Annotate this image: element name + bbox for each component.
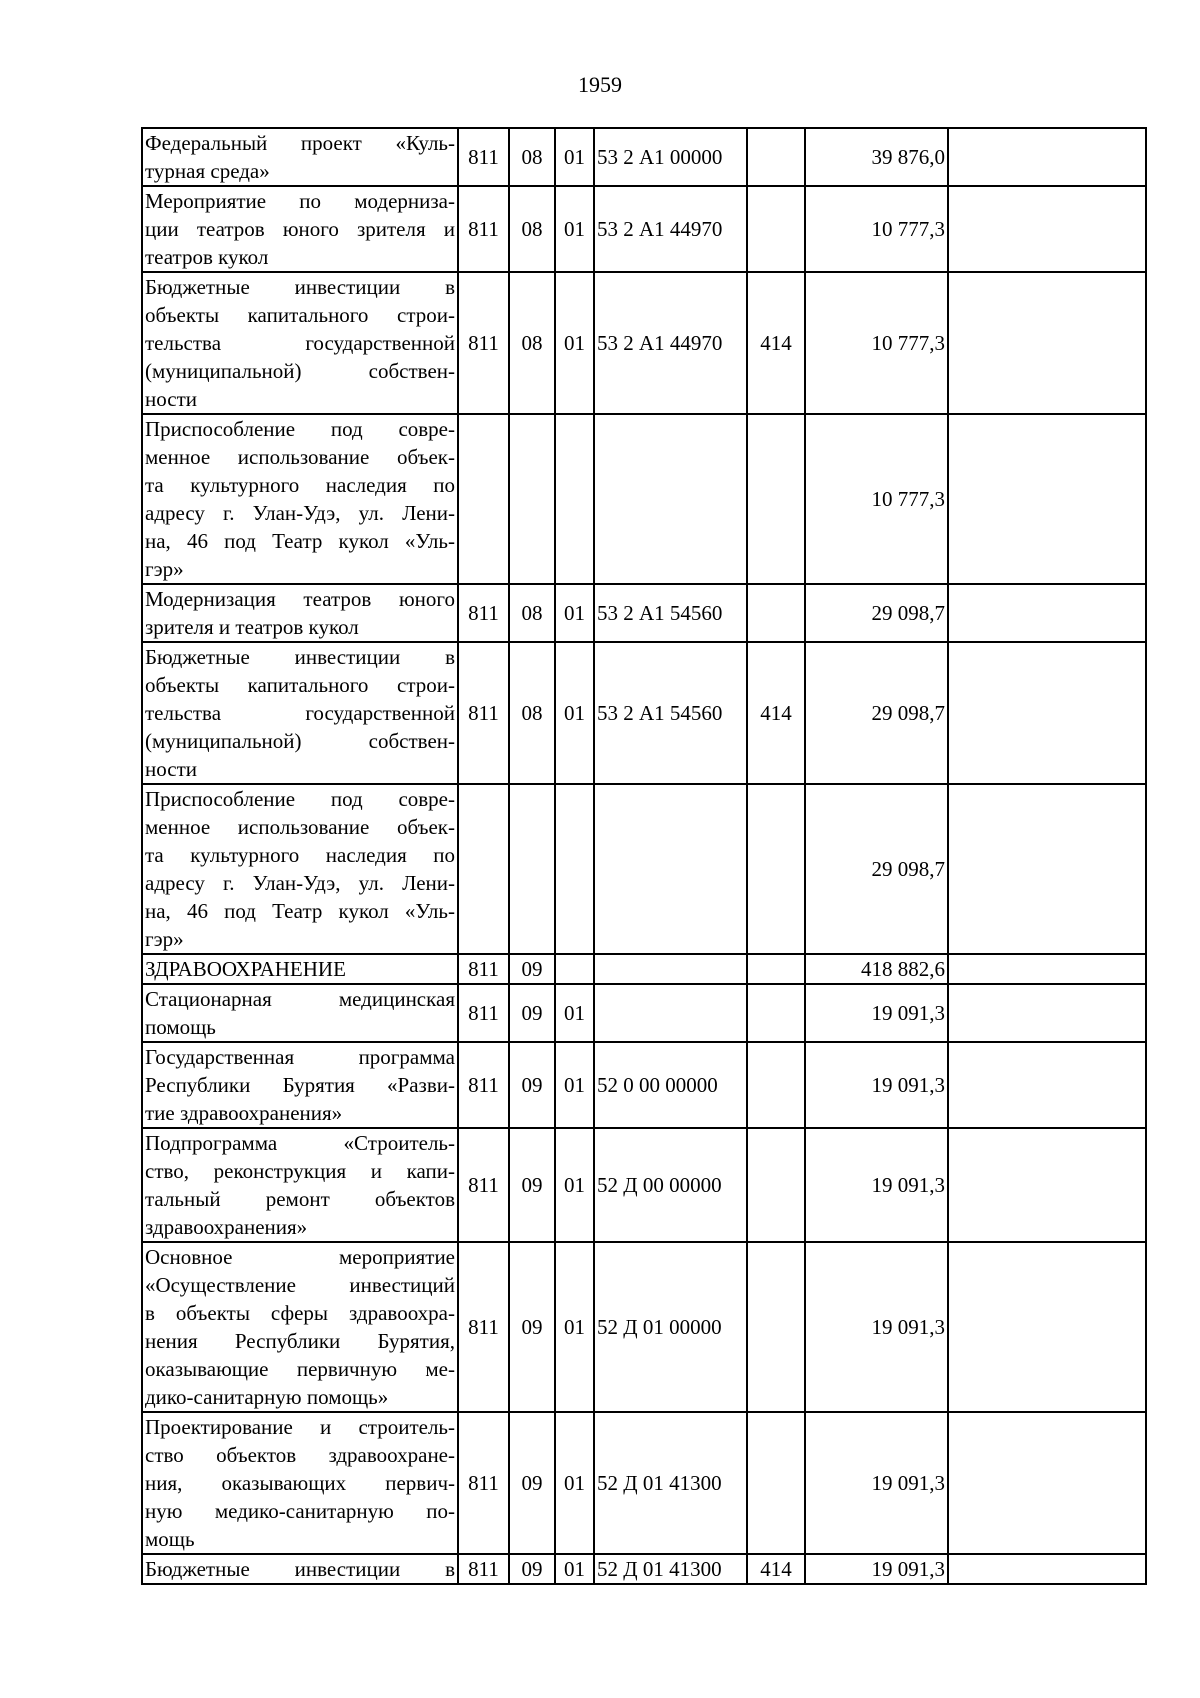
item-name-cell bbox=[142, 128, 458, 186]
target-article-cell bbox=[594, 414, 747, 584]
item-name-cell bbox=[142, 1412, 458, 1554]
section-code-cell: 09 bbox=[509, 1554, 555, 1584]
amount-cell: 19 091,3 bbox=[805, 1042, 948, 1128]
expense-type-cell bbox=[747, 584, 805, 642]
item-name-line: ния, оказывающих первич- bbox=[145, 1471, 455, 1495]
subsection-code-cell: 01 bbox=[555, 1128, 594, 1242]
subsection-code-cell: 01 bbox=[555, 584, 594, 642]
extra-cell bbox=[948, 1042, 1146, 1128]
item-name-line: менное использование объек- bbox=[145, 445, 455, 469]
target-article-cell: 53 2 А1 54560 bbox=[594, 584, 747, 642]
section-code-cell: 08 bbox=[509, 584, 555, 642]
item-name-line: ции театров юного зрителя и bbox=[145, 217, 455, 241]
subsection-code-cell bbox=[555, 954, 594, 984]
target-article-cell: 53 2 А1 54560 bbox=[594, 642, 747, 784]
item-name-line: Проектирование и строитель- bbox=[145, 1415, 455, 1439]
amount-cell: 19 091,3 bbox=[805, 1242, 948, 1412]
section-code-cell: 09 bbox=[509, 1412, 555, 1554]
item-name-line: в объекты сферы здравоохра- bbox=[145, 1301, 455, 1325]
item-name-line: театров кукол bbox=[145, 245, 269, 269]
subsection-code-cell bbox=[555, 414, 594, 584]
target-article-cell: 52 Д 00 00000 bbox=[594, 1128, 747, 1242]
amount-cell: 10 777,3 bbox=[805, 414, 948, 584]
expense-type-cell bbox=[747, 128, 805, 186]
admin-code-cell: 811 bbox=[458, 128, 509, 186]
item-name-line: Бюджетные инвестиции в bbox=[145, 645, 455, 669]
subsection-code-cell bbox=[555, 784, 594, 954]
item-name-line: здравоохранения» bbox=[145, 1215, 308, 1239]
table-row bbox=[142, 984, 1146, 1042]
table-row bbox=[142, 1554, 1146, 1584]
item-name-line: зрителя и театров кукол bbox=[145, 615, 359, 639]
item-name-line: адресу г. Улан-Удэ, ул. Лени- bbox=[145, 501, 455, 525]
expense-type-cell bbox=[747, 1412, 805, 1554]
expense-type-cell bbox=[747, 1042, 805, 1128]
extra-cell bbox=[948, 1128, 1146, 1242]
section-code-cell bbox=[509, 414, 555, 584]
amount-cell: 19 091,3 bbox=[805, 1128, 948, 1242]
item-name-line: объекты капитального строи- bbox=[145, 673, 455, 697]
extra-cell bbox=[948, 272, 1146, 414]
amount-cell: 418 882,6 bbox=[805, 954, 948, 984]
item-name-line: Основное мероприятие bbox=[145, 1245, 455, 1269]
item-name-line: Государственная программа bbox=[145, 1045, 455, 1069]
admin-code-cell: 811 bbox=[458, 1042, 509, 1128]
extra-cell bbox=[948, 584, 1146, 642]
expense-type-cell bbox=[747, 784, 805, 954]
subsection-code-cell: 01 bbox=[555, 1412, 594, 1554]
item-name-line: тальный ремонт объектов bbox=[145, 1187, 455, 1211]
admin-code-cell: 811 bbox=[458, 954, 509, 984]
amount-cell: 19 091,3 bbox=[805, 984, 948, 1042]
item-name-line: ство объектов здравоохране- bbox=[145, 1443, 455, 1467]
amount-cell: 10 777,3 bbox=[805, 272, 948, 414]
section-code-cell: 09 bbox=[509, 1242, 555, 1412]
item-name-line: оказывающие первичную ме- bbox=[145, 1357, 455, 1381]
item-name-line: турная среда» bbox=[145, 159, 270, 183]
expense-type-cell bbox=[747, 1128, 805, 1242]
item-name-cell bbox=[142, 784, 458, 954]
item-name-line: Приспособление под совре- bbox=[145, 417, 455, 441]
page-number: 1959 bbox=[578, 72, 622, 97]
item-name-line: «Осуществление инвестиций bbox=[145, 1273, 455, 1297]
item-name-line: ности bbox=[145, 757, 197, 781]
subsection-code-cell: 01 bbox=[555, 1242, 594, 1412]
item-name-cell bbox=[142, 954, 458, 984]
table-row bbox=[142, 128, 1146, 186]
expense-type-cell: 414 bbox=[747, 272, 805, 414]
item-name-line: менное использование объек- bbox=[145, 815, 455, 839]
expense-type-cell bbox=[747, 414, 805, 584]
table-row bbox=[142, 584, 1146, 642]
item-name-line: нения Республики Бурятия, bbox=[145, 1329, 455, 1353]
amount-cell: 29 098,7 bbox=[805, 584, 948, 642]
target-article-cell: 53 2 А1 00000 bbox=[594, 128, 747, 186]
item-name-line: тельства государственной bbox=[145, 331, 455, 355]
admin-code-cell bbox=[458, 784, 509, 954]
admin-code-cell: 811 bbox=[458, 186, 509, 272]
expense-type-cell: 414 bbox=[747, 1554, 805, 1584]
item-name-line: тельства государственной bbox=[145, 701, 455, 725]
item-name-cell bbox=[142, 584, 458, 642]
target-article-cell: 52 Д 01 41300 bbox=[594, 1412, 747, 1554]
budget-table bbox=[141, 127, 1147, 1585]
subsection-code-cell: 01 bbox=[555, 1554, 594, 1584]
item-name-line: (муниципальной) собствен- bbox=[145, 359, 455, 383]
target-article-cell: 53 2 А1 44970 bbox=[594, 186, 747, 272]
target-article-cell bbox=[594, 954, 747, 984]
table-row bbox=[142, 1242, 1146, 1412]
item-name-line: дико-санитарную помощь» bbox=[145, 1385, 389, 1409]
admin-code-cell: 811 bbox=[458, 1242, 509, 1412]
item-name-line: гэр» bbox=[145, 927, 184, 951]
section-code-cell: 09 bbox=[509, 1128, 555, 1242]
admin-code-cell: 811 bbox=[458, 584, 509, 642]
admin-code-cell: 811 bbox=[458, 1412, 509, 1554]
target-article-cell bbox=[594, 784, 747, 954]
table-row bbox=[142, 186, 1146, 272]
admin-code-cell: 811 bbox=[458, 1128, 509, 1242]
target-article-cell: 52 Д 01 00000 bbox=[594, 1242, 747, 1412]
item-name-line: (муниципальной) собствен- bbox=[145, 729, 455, 753]
amount-cell: 29 098,7 bbox=[805, 642, 948, 784]
extra-cell bbox=[948, 186, 1146, 272]
subsection-code-cell: 01 bbox=[555, 642, 594, 784]
extra-cell bbox=[948, 642, 1146, 784]
section-code-cell: 08 bbox=[509, 642, 555, 784]
subsection-code-cell: 01 bbox=[555, 984, 594, 1042]
extra-cell bbox=[948, 414, 1146, 584]
section-code-cell: 08 bbox=[509, 272, 555, 414]
expense-type-cell bbox=[747, 186, 805, 272]
expense-type-cell bbox=[747, 984, 805, 1042]
item-name-line: Стационарная медицинская bbox=[145, 987, 455, 1011]
item-name-cell bbox=[142, 272, 458, 414]
item-name-line: ЗДРАВООХРАНЕНИЕ bbox=[145, 957, 346, 981]
table-row bbox=[142, 1128, 1146, 1242]
item-name-cell bbox=[142, 414, 458, 584]
target-article-cell: 53 2 А1 44970 bbox=[594, 272, 747, 414]
item-name-line: Бюджетные инвестиции в bbox=[145, 275, 455, 299]
table-row bbox=[142, 642, 1146, 784]
section-code-cell: 09 bbox=[509, 954, 555, 984]
item-name-line: ную медико-санитарную по- bbox=[145, 1499, 455, 1523]
item-name-line: ности bbox=[145, 387, 197, 411]
target-article-cell: 52 Д 01 41300 bbox=[594, 1554, 747, 1584]
extra-cell bbox=[948, 1554, 1146, 1584]
item-name-cell bbox=[142, 1042, 458, 1128]
subsection-code-cell: 01 bbox=[555, 128, 594, 186]
amount-cell: 10 777,3 bbox=[805, 186, 948, 272]
expense-type-cell bbox=[747, 1242, 805, 1412]
item-name-line: ство, реконструкция и капи- bbox=[145, 1159, 455, 1183]
item-name-cell bbox=[142, 642, 458, 784]
table-row bbox=[142, 1412, 1146, 1554]
section-code-cell bbox=[509, 784, 555, 954]
item-name-line: адресу г. Улан-Удэ, ул. Лени- bbox=[145, 871, 455, 895]
extra-cell bbox=[948, 1412, 1146, 1554]
section-code-cell: 08 bbox=[509, 128, 555, 186]
item-name-line: Бюджетные инвестиции в bbox=[145, 1557, 455, 1581]
item-name-line: помощь bbox=[145, 1015, 216, 1039]
subsection-code-cell: 01 bbox=[555, 1042, 594, 1128]
item-name-line: та культурного наследия по bbox=[145, 473, 455, 497]
item-name-cell bbox=[142, 984, 458, 1042]
subsection-code-cell: 01 bbox=[555, 186, 594, 272]
item-name-line: мощь bbox=[145, 1527, 195, 1551]
table-row bbox=[142, 414, 1146, 584]
item-name-line: Приспособление под совре- bbox=[145, 787, 455, 811]
extra-cell bbox=[948, 784, 1146, 954]
item-name-line: Модернизация театров юного bbox=[145, 587, 455, 611]
item-name-cell bbox=[142, 1242, 458, 1412]
section-code-cell: 09 bbox=[509, 1042, 555, 1128]
extra-cell bbox=[948, 1242, 1146, 1412]
item-name-line: Федеральный проект «Куль- bbox=[145, 131, 455, 155]
item-name-cell bbox=[142, 186, 458, 272]
item-name-line: тие здравоохранения» bbox=[145, 1101, 343, 1125]
table-row bbox=[142, 272, 1146, 414]
target-article-cell bbox=[594, 984, 747, 1042]
admin-code-cell: 811 bbox=[458, 984, 509, 1042]
admin-code-cell: 811 bbox=[458, 272, 509, 414]
subsection-code-cell: 01 bbox=[555, 272, 594, 414]
extra-cell bbox=[948, 954, 1146, 984]
extra-cell bbox=[948, 984, 1146, 1042]
extra-cell bbox=[948, 128, 1146, 186]
expense-type-cell: 414 bbox=[747, 642, 805, 784]
target-article-cell: 52 0 00 00000 bbox=[594, 1042, 747, 1128]
item-name-line: Республики Бурятия «Разви- bbox=[145, 1073, 455, 1097]
item-name-line: на, 46 под Театр кукол «Уль- bbox=[145, 899, 455, 923]
admin-code-cell bbox=[458, 414, 509, 584]
amount-cell: 39 876,0 bbox=[805, 128, 948, 186]
item-name-line: Подпрограмма «Строитель- bbox=[145, 1131, 455, 1155]
amount-cell: 19 091,3 bbox=[805, 1554, 948, 1584]
item-name-line: объекты капитального строи- bbox=[145, 303, 455, 327]
amount-cell: 19 091,3 bbox=[805, 1412, 948, 1554]
section-code-cell: 08 bbox=[509, 186, 555, 272]
table-row bbox=[142, 784, 1146, 954]
table-row bbox=[142, 954, 1146, 984]
item-name-line: гэр» bbox=[145, 557, 184, 581]
item-name-line: на, 46 под Театр кукол «Уль- bbox=[145, 529, 455, 553]
item-name-cell bbox=[142, 1554, 458, 1584]
item-name-cell bbox=[142, 1128, 458, 1242]
table-row bbox=[142, 1042, 1146, 1128]
admin-code-cell: 811 bbox=[458, 642, 509, 784]
item-name-line: Мероприятие по модерниза- bbox=[145, 189, 455, 213]
item-name-line: та культурного наследия по bbox=[145, 843, 455, 867]
section-code-cell: 09 bbox=[509, 984, 555, 1042]
amount-cell: 29 098,7 bbox=[805, 784, 948, 954]
admin-code-cell: 811 bbox=[458, 1554, 509, 1584]
expense-type-cell bbox=[747, 954, 805, 984]
